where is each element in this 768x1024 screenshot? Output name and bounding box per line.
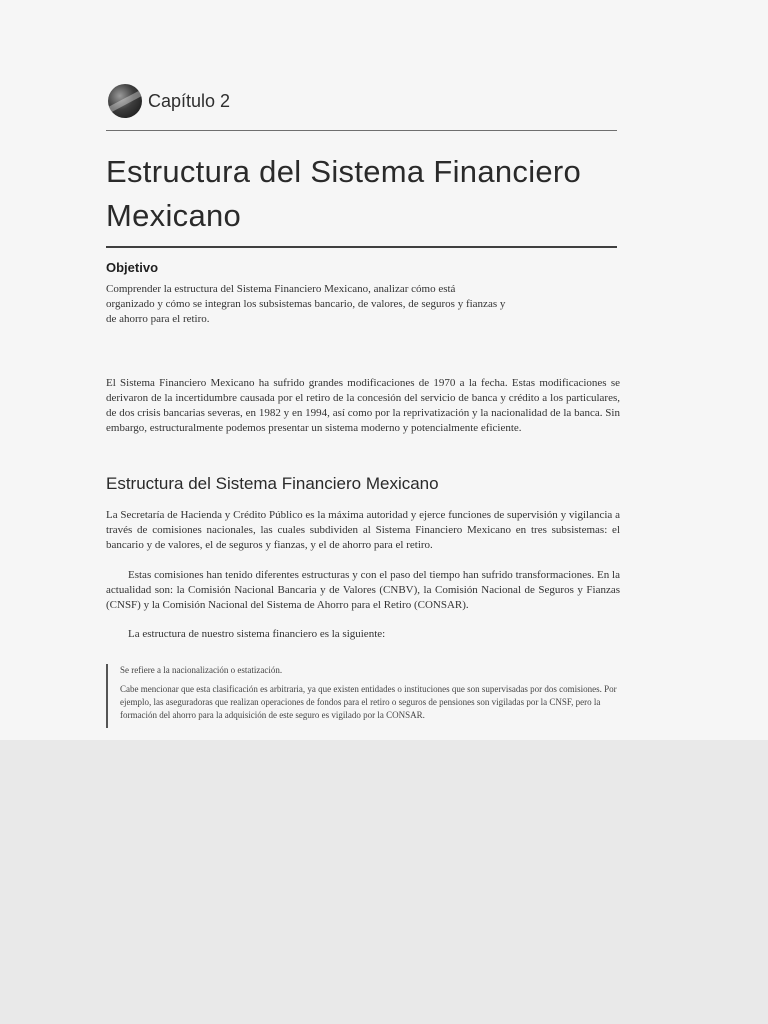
chapter-header: [108, 84, 230, 118]
chapter-label: Capítulo 2: [148, 90, 231, 111]
objective-heading: Objetivo: [106, 260, 159, 275]
section-paragraph-1: La Secretaría de Hacienda y Crédito Público es la máxima autoridad y ejerce funciones de supervisión y vigilancia a través de comisiones nacionales, las cuales subdividen al Sistema Financiero Mexicano en tres subsistemas: el bancario y de valores, el de seguros y fianzas, y el de ahorro para el retiro.: [106, 509, 620, 551]
footnote-2: Cabe mencionar que esta clasificación es arbitraria, ya que existen entidades o instituciones que son supervisadas por dos comisiones. Por ejemplo, las aseguradoras que realizan operaciones de fondos para el retiro o seguros de pensiones son vigiladas por la CNSF, pero la formación del ahorro para la adquisición de este seguro es vigilado por la CONSAR.: [120, 684, 617, 720]
intro-paragraph: [106, 376, 620, 436]
section-paragraph-3: La estructura de nuestro sistema financiero es la siguiente:: [128, 628, 386, 640]
section-paragraph-2: Estas comisiones han tenido diferentes estructuras y con el paso del tiempo han sufrido transformaciones. En la actualidad son: la Comisión Nacional Bancaria y de Valores (CNBV), la Comisión Nacional de Seguros y Fianzas (CNSF) y la Comisión Nacional del Sistema de Ahorro para el Retiro (CONSAR).: [106, 569, 620, 611]
footnotes: [106, 664, 632, 728]
intro-text: El Sistema Financiero Mexicano ha sufrido grandes modificaciones de 1970 a la fecha. Estas modificaciones se derivaron de la incertidumbre causada por el retiro de la concesión del servicio de banca y crédito a los particulares, de dos crisis bancarias severas, en 1982 y en 1994, así como por la reprivatización y la nacionalidad de la banca. Sin embargo, estructuralmente podemos presentar un sistema moderno y potencialmente eficiente.: [106, 377, 620, 434]
objective-text: Comprender la estructura del Sistema Financiero Mexicano, analizar cómo está organizado y cómo se integran los subsistemas bancario, de valores, de seguros y fianzas y de ahorro para el retiro.: [106, 283, 506, 325]
section-heading: Estructura del Sistema Financiero Mexicano: [106, 474, 439, 493]
title-divider: [106, 246, 617, 248]
globe-icon: [108, 84, 142, 118]
chapter-title: Estructura del Sistema Financiero Mexicano: [106, 154, 582, 233]
top-divider: [106, 130, 617, 131]
footnote-1: Se refiere a la nacionalización o estatización.: [120, 665, 283, 675]
